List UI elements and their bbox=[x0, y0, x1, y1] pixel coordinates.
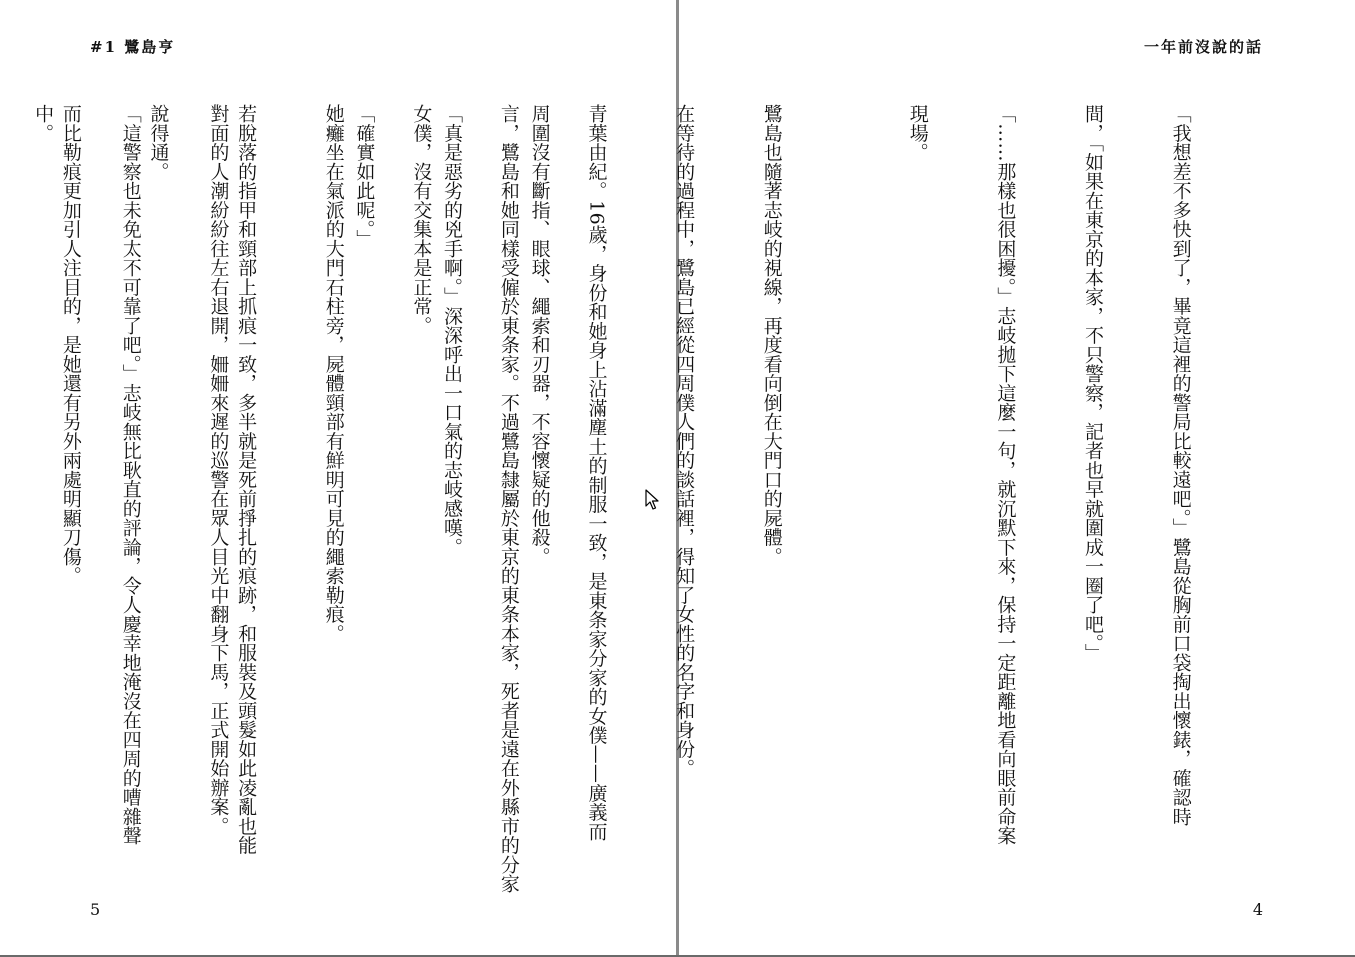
text-line: 若脫落的指甲和頸部上抓痕一致，多半就是死前掙扎的痕跡，和服裝及頭髮如此凌亂也能 bbox=[235, 104, 258, 855]
text-line: 「這警察也未免太不可靠了吧。」志岐無比耿直的評論，令人慶幸地淹沒在四周的嘈雜聲 bbox=[119, 104, 142, 846]
running-header-right: 一年前沒說的話 bbox=[1143, 38, 1263, 56]
text-line: 女僕，沒有交集本是正常。 bbox=[410, 104, 433, 335]
text-line: 而比勒痕更加引人注目的，是她還有另外兩處明顯刀傷。 bbox=[59, 104, 82, 586]
text-line: 「……那樣也很困擾。」志岐拋下這麼一句，就沉默下來，保持一定距離地看向眼前命案 bbox=[994, 104, 1017, 846]
text-line: 間，「如果在東京的本家，不只警察，記者也早就圍成一圈了吧。」 bbox=[1081, 104, 1104, 663]
page-number-left: 5 bbox=[90, 900, 101, 919]
text-line: 在等待的過程中，鷺島已經從四周僕人們的談話裡，得知了女性的名字和身份。 bbox=[673, 104, 696, 778]
text-line: 青葉由紀。16歲，身份和她身上沾滿塵土的制服一致，是東条家分家的女僕——廣義而 bbox=[585, 104, 608, 841]
text-line: 「真是惡劣的兇手啊。」深深呼出一口氣的志岐感嘆。 bbox=[440, 104, 463, 557]
mouse-pointer-icon bbox=[645, 489, 659, 511]
text-line: 中。 bbox=[32, 104, 55, 143]
text-line: 現場。 bbox=[906, 104, 929, 162]
text-line: 言，鷺島和她同樣受僱於東条家。不過鷺島隸屬於東京的東条本家，死者是遠在外縣市的分家 bbox=[497, 104, 520, 894]
text-line: 「我想差不多快到了，畢竟這裡的警局比較遠吧。」鷺島從胸前口袋掏出懷錶，確認時 bbox=[1169, 104, 1192, 826]
text-line: 「確實如此呢。」 bbox=[353, 104, 376, 249]
text-line: 對面的人潮紛紛往左右退開，姍姍來遲的巡警在眾人目光中翻身下馬，正式開始辦案。 bbox=[207, 104, 230, 836]
page-number-right: 4 bbox=[1252, 900, 1263, 919]
text-line: 鷺島也隨著志岐的視線，再度看向倒在大門口的屍體。 bbox=[760, 104, 783, 566]
text-line: 她癱坐在氣派的大門石柱旁，屍體頸部有鮮明可見的繩索勒痕。 bbox=[322, 104, 345, 643]
running-header-left: #1 鷺島亨 bbox=[90, 38, 176, 56]
text-line: 說得通。 bbox=[147, 104, 170, 181]
text-line: 周圍沒有斷指、眼球、繩索和刃器，不容懷疑的他殺。 bbox=[528, 104, 551, 566]
